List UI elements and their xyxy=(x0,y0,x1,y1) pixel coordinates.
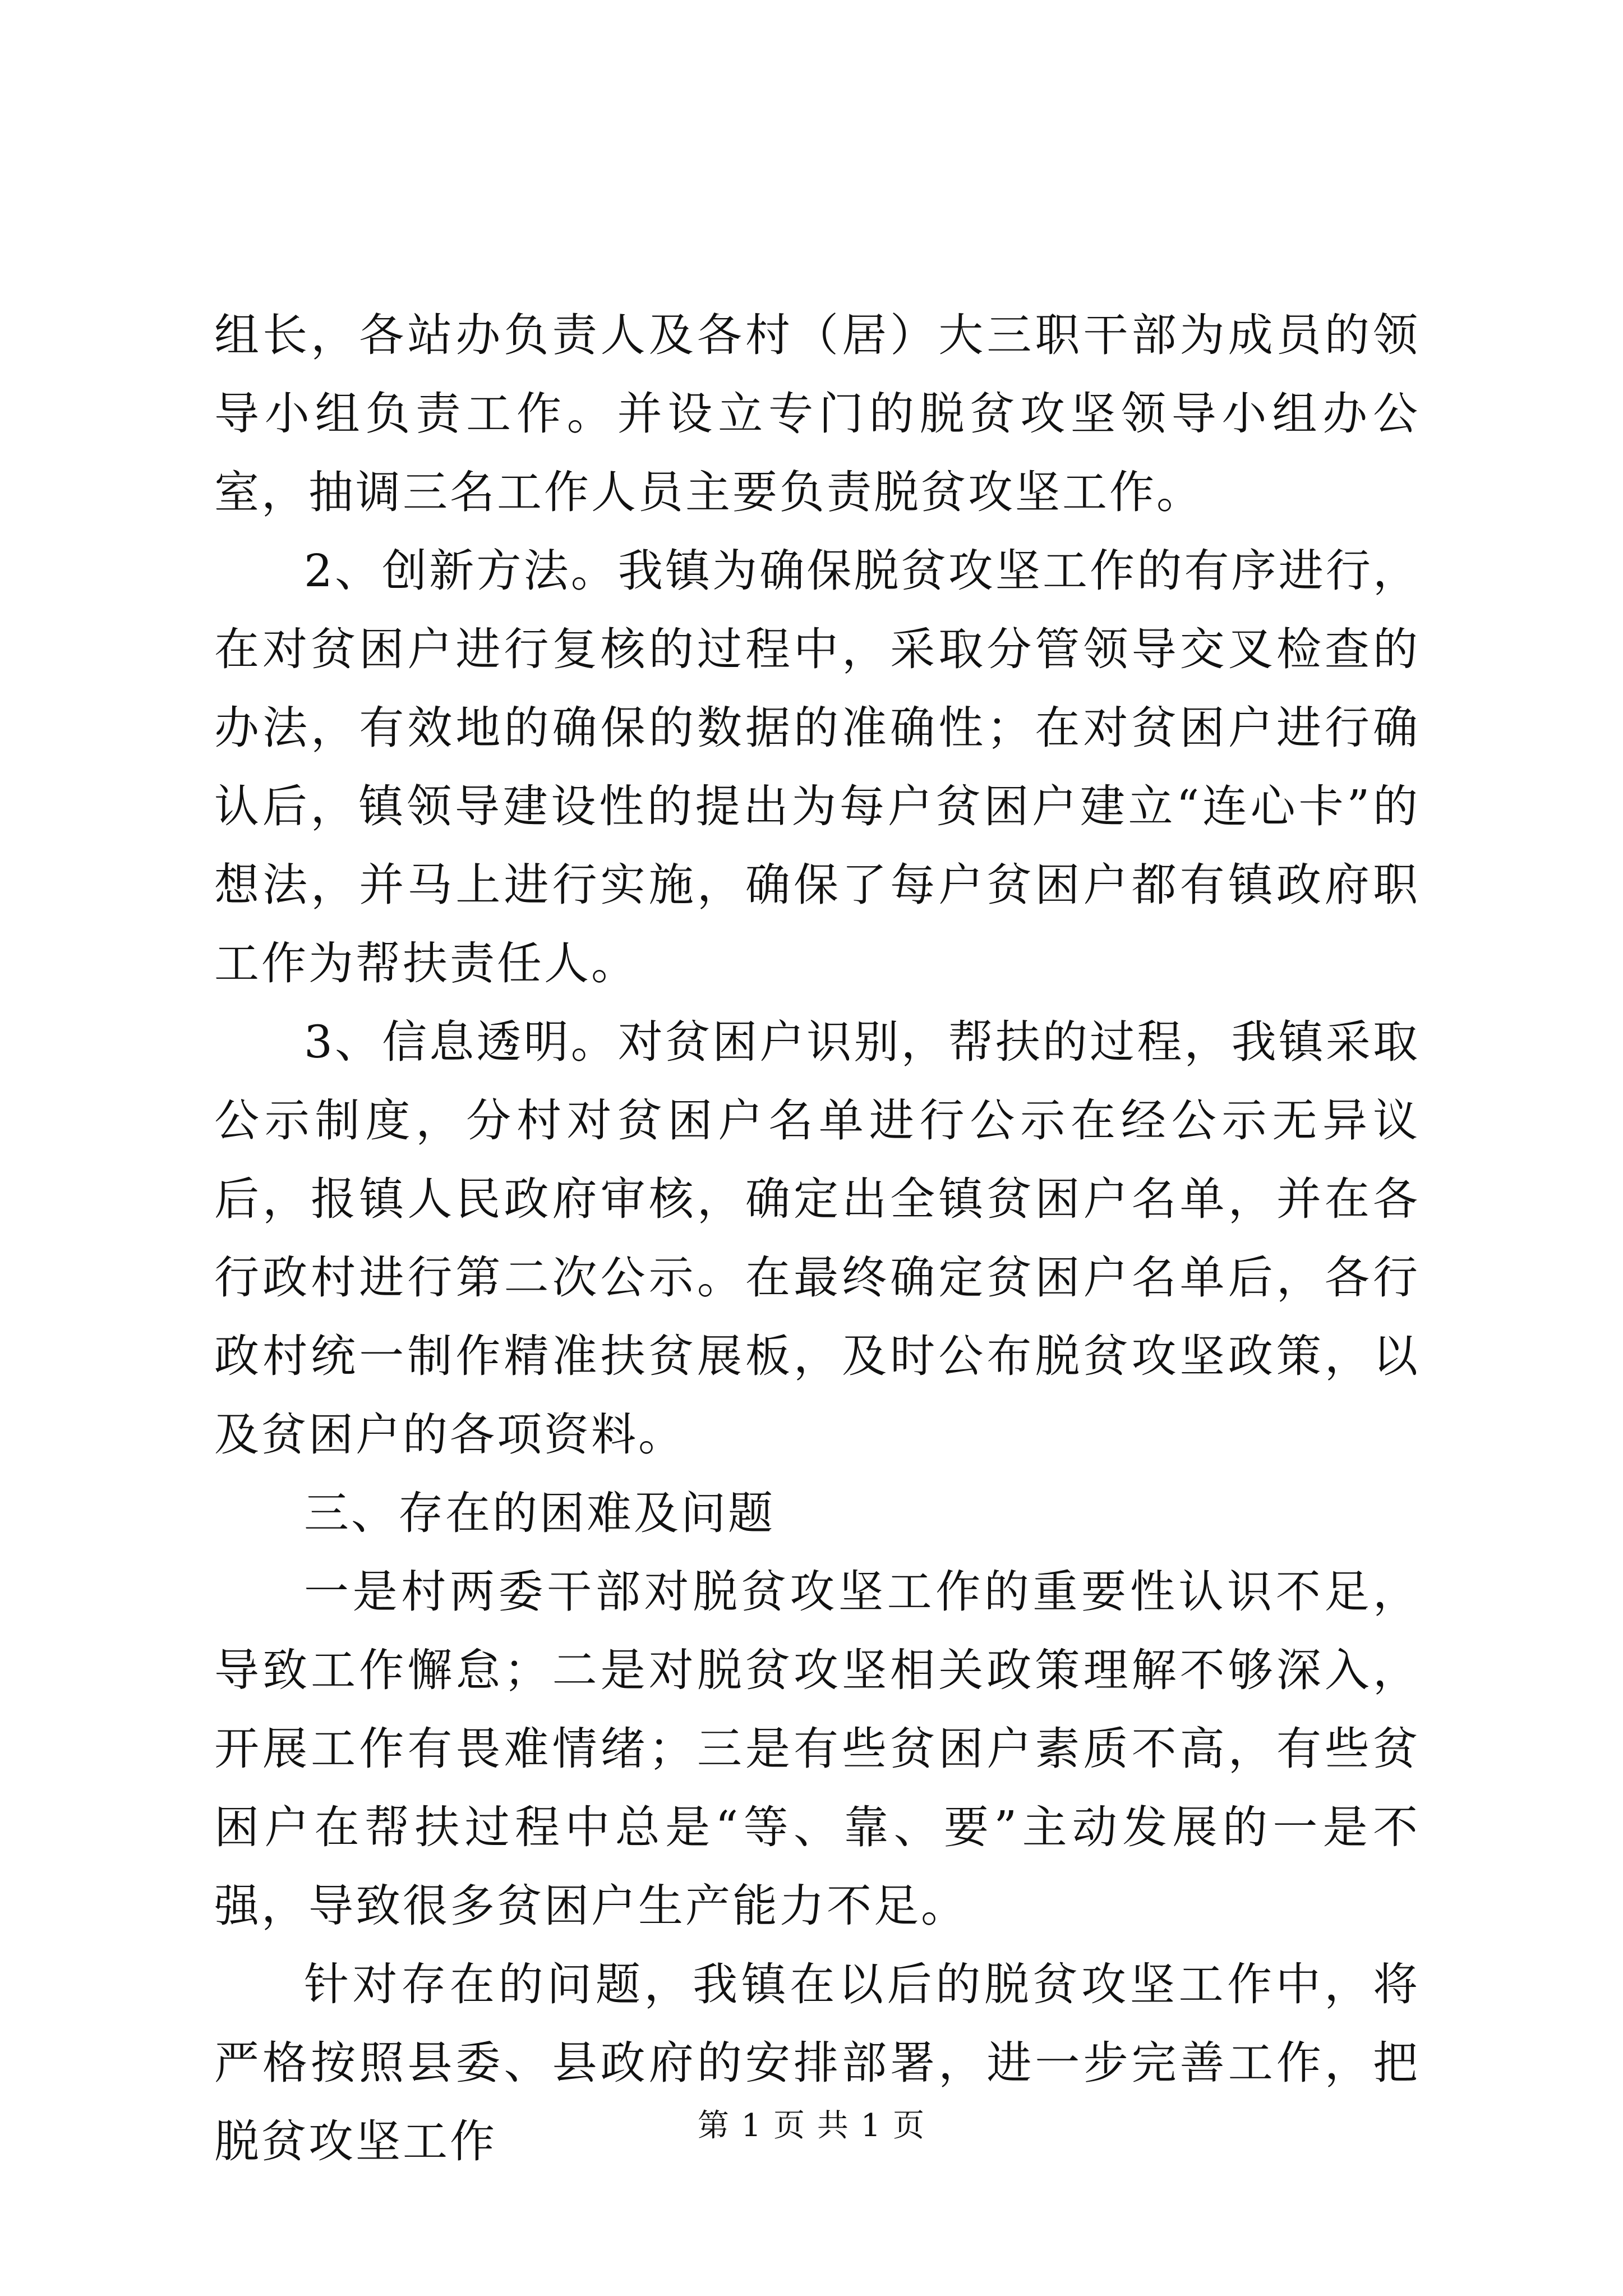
paragraph-continuation: 组长，各站办负责人及各村（居）大三职干部为成员的领导小组负责工作。并设立专门的脱贫攻坚领导小组办公室，抽调三名工作人员主要负责脱贫攻坚工作。 xyxy=(214,309,1420,518)
paragraph-problems: 一是村两委干部对脱贫攻坚工作的重要性认识不足，导致工作懈怠；二是对脱贫攻坚相关政策理解不够深入，开展工作有畏难情绪；三是有些贫困户素质不高，有些贫困户在帮扶过程中总是“等、靠、要”主动发展的一是不强，导致很多贫困户生产能力不足。 xyxy=(214,1566,1420,1932)
document-body xyxy=(214,296,1420,2181)
paragraph-information-transparency: 3、信息透明。对贫困户识别，帮扶的过程，我镇采取公示制度，分村对贫困户名单进行公示在经公示无异议后，报镇人民政府审核，确定出全镇贫困户名单，并在各行政村进行第二次公示。在最终确定贫困户名单后，各行政村统一制作精准扶贫展板，及时公布脱贫攻坚政策，以及贫困户的各项资料。 xyxy=(214,1016,1420,1461)
paragraph-measures: 针对存在的问题，我镇在以后的脱贫攻坚工作中，将严格按照县委、县政府的安排部署，进一步完善工作，把脱贫攻坚工作 xyxy=(214,1958,1420,2168)
page-footer: 第 1 页 共 1 页 xyxy=(697,2108,926,2144)
paragraph-innovation-method: 2、创新方法。我镇为确保脱贫攻坚工作的有序进行，在对贫困户进行复核的过程中，采取分管领导交叉检查的办法，有效地的确保的数据的准确性；在对贫困户进行确认后，镇领导建设性的提出为每户贫困户建立“连心卡”的想法，并马上进行实施，确保了每户贫困户都有镇政府职工作为帮扶责任人。 xyxy=(214,545,1420,990)
section-heading-difficulties: 三、存在的困难及问题 xyxy=(304,1487,775,1539)
